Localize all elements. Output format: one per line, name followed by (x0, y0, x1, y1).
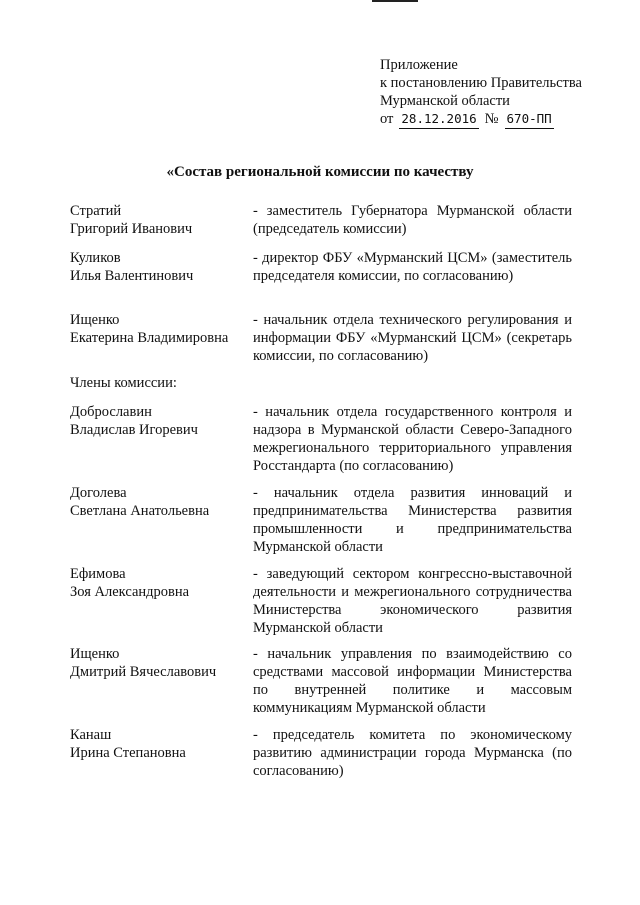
person-surname: Доголева (70, 485, 127, 501)
member-entry (70, 726, 572, 780)
appendix-line-2: к постановлению Правительства (380, 75, 582, 91)
person-given-names: Илья Валентинович (70, 268, 194, 284)
member-entry (70, 484, 572, 556)
person-surname: Ефимова (70, 566, 126, 582)
person-name (70, 202, 253, 238)
person-name (70, 403, 253, 475)
person-name (70, 484, 253, 556)
leader-entry (70, 202, 572, 238)
person-surname: Куликов (70, 250, 121, 266)
top-page-mark (372, 0, 418, 2)
appendix-line-1: Приложение (380, 57, 458, 73)
person-given-names: Екатерина Владимировна (70, 330, 229, 346)
person-given-names: Светлана Анатольевна (70, 503, 210, 519)
date-prefix: от (380, 111, 394, 127)
person-role: - начальник отдела развития инноваций и предпринимательства Министерства развития промышленности и предпринимательства Мурманской области (253, 485, 572, 555)
decree-date: 28.12.2016 (399, 110, 478, 129)
appendix-line-3: Мурманской области (380, 93, 510, 109)
person-role: - директор ФБУ «Мурманский ЦСМ» (заместитель председателя комиссии, по согласованию) (253, 250, 572, 284)
person-surname: Стратий (70, 203, 122, 219)
person-given-names: Дмитрий Вячеславович (70, 664, 217, 680)
person-role: - начальник управления по взаимодействию со средствами массовой информации Министерства по внутренней политике и массовым коммуникациям Мурманской области (253, 646, 572, 716)
person-name (70, 311, 253, 365)
decree-number: 670-ПП (505, 110, 554, 129)
person-name (70, 726, 253, 780)
member-entry (70, 403, 572, 475)
person-role: - председатель комитета по экономическому развитию администрации города Мурманска (по согласованию) (253, 727, 572, 779)
person-surname: Ищенко (70, 646, 120, 662)
person-role: - заведующий сектором конгрессно-выставочной деятельности и межрегионального сотрудничества Министерства экономического развития Мурманской области (253, 566, 572, 636)
member-entry (70, 565, 572, 637)
number-prefix: № (484, 111, 499, 127)
document-title: «Состав региональной комиссии по качеству (166, 164, 474, 180)
appendix-header (380, 56, 620, 129)
person-given-names: Владислав Игоревич (70, 422, 198, 438)
person-given-names: Григорий Иванович (70, 221, 193, 237)
person-surname: Ищенко (70, 312, 120, 328)
person-surname: Канаш (70, 727, 112, 743)
leader-entry (70, 249, 572, 285)
person-given-names: Зоя Александровна (70, 584, 190, 600)
leader-entry (70, 311, 572, 365)
person-surname: Доброславин (70, 404, 152, 420)
person-role: - начальник отдела технического регулирования и информации ФБУ «Мурманский ЦСМ» (секретарь комиссии, по согласованию) (253, 312, 572, 364)
person-role: - начальник отдела государственного контроля и надзора в Мурманской области Северо-Западного межрегионального территориального управления Росстандарта (по согласованию) (253, 404, 572, 474)
members-heading: Члены комиссии: (70, 375, 177, 391)
appendix-date-line (380, 110, 620, 129)
member-entry (70, 645, 572, 717)
person-name (70, 565, 253, 637)
person-role: - заместитель Губернатора Мурманской области (председатель комиссии) (253, 203, 572, 237)
person-name (70, 249, 253, 285)
person-given-names: Ирина Степановна (70, 745, 186, 761)
person-name (70, 645, 253, 717)
